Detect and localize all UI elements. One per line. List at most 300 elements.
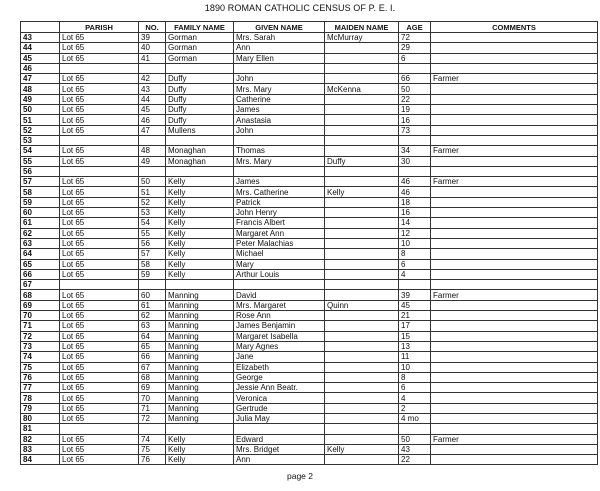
table-row — [21, 94, 598, 104]
cell-age: 8 — [399, 249, 431, 259]
cell-no: 53 — [139, 208, 166, 218]
cell-comments — [431, 238, 598, 248]
cell-age: 39 — [399, 290, 431, 300]
cell-row-number: 82 — [21, 434, 60, 444]
cell-given-name: Rose Ann — [234, 311, 325, 321]
cell-row-number: 47 — [21, 74, 60, 84]
cell-comments — [431, 413, 598, 423]
cell-no — [139, 63, 166, 73]
cell-comments: Farmer — [431, 434, 598, 444]
cell-row-number: 74 — [21, 352, 60, 362]
cell-given-name — [234, 135, 325, 145]
cell-no: 50 — [139, 177, 166, 187]
cell-row-number: 68 — [21, 290, 60, 300]
cell-age: 16 — [399, 115, 431, 125]
table-row — [21, 53, 598, 63]
cell-comments — [431, 331, 598, 341]
cell-no: 67 — [139, 362, 166, 372]
cell-row-number: 58 — [21, 187, 60, 197]
cell-family-name: Kelly — [166, 455, 234, 465]
cell-row-number: 43 — [21, 33, 60, 43]
cell-maiden-name — [325, 166, 399, 176]
cell-parish — [60, 166, 139, 176]
cell-no: 49 — [139, 156, 166, 166]
table-row — [21, 249, 598, 259]
cell-parish: Lot 65 — [60, 33, 139, 43]
cell-no: 52 — [139, 197, 166, 207]
table-row — [21, 146, 598, 156]
cell-comments — [431, 269, 598, 279]
cell-given-name — [234, 424, 325, 434]
cell-parish: Lot 65 — [60, 94, 139, 104]
table-row — [21, 290, 598, 300]
cell-row-number: 59 — [21, 197, 60, 207]
cell-maiden-name — [325, 403, 399, 413]
cell-comments — [431, 63, 598, 73]
cell-comments — [431, 156, 598, 166]
cell-row-number: 63 — [21, 238, 60, 248]
cell-no: 72 — [139, 413, 166, 423]
cell-family-name: Duffy — [166, 115, 234, 125]
cell-family-name: Kelly — [166, 444, 234, 454]
cell-family-name: Manning — [166, 341, 234, 351]
table-row — [21, 228, 598, 238]
cell-family-name: Manning — [166, 290, 234, 300]
cell-family-name: Manning — [166, 372, 234, 382]
cell-age: 73 — [399, 125, 431, 135]
cell-age: 22 — [399, 455, 431, 465]
cell-given-name: Mrs. Margaret — [234, 300, 325, 310]
cell-given-name: Mrs. Mary — [234, 84, 325, 94]
cell-age: 10 — [399, 362, 431, 372]
column-header-family-name: FAMILY NAME — [166, 22, 234, 33]
cell-no: 45 — [139, 105, 166, 115]
cell-no: 74 — [139, 434, 166, 444]
table-row — [21, 33, 598, 43]
cell-row-number: 77 — [21, 383, 60, 393]
cell-maiden-name — [325, 115, 399, 125]
cell-comments — [431, 197, 598, 207]
cell-parish: Lot 65 — [60, 352, 139, 362]
cell-no — [139, 280, 166, 290]
cell-comments — [431, 166, 598, 176]
cell-row-number: 52 — [21, 125, 60, 135]
cell-maiden-name — [325, 362, 399, 372]
cell-given-name: Francis Albert — [234, 218, 325, 228]
cell-no: 59 — [139, 269, 166, 279]
table-row — [21, 341, 598, 351]
cell-no: 54 — [139, 218, 166, 228]
cell-family-name: Kelly — [166, 187, 234, 197]
cell-comments — [431, 455, 598, 465]
cell-no: 39 — [139, 33, 166, 43]
cell-comments — [431, 94, 598, 104]
table-row — [21, 424, 598, 434]
cell-comments — [431, 393, 598, 403]
cell-age: 17 — [399, 321, 431, 331]
cell-comments — [431, 105, 598, 115]
cell-row-number: 54 — [21, 146, 60, 156]
cell-no: 63 — [139, 321, 166, 331]
header-row — [21, 22, 598, 33]
cell-row-number: 65 — [21, 259, 60, 269]
cell-maiden-name — [325, 63, 399, 73]
cell-comments — [431, 135, 598, 145]
cell-given-name: Mary Agnes — [234, 341, 325, 351]
cell-given-name: Mrs. Sarah — [234, 33, 325, 43]
column-header-no: NO. — [139, 22, 166, 33]
cell-maiden-name — [325, 311, 399, 321]
cell-age — [399, 63, 431, 73]
cell-maiden-name — [325, 43, 399, 53]
table-row — [21, 300, 598, 310]
cell-family-name: Kelly — [166, 177, 234, 187]
cell-given-name: Jane — [234, 352, 325, 362]
cell-maiden-name: Quinn — [325, 300, 399, 310]
table-row — [21, 311, 598, 321]
cell-comments — [431, 115, 598, 125]
cell-no: 41 — [139, 53, 166, 63]
table-row — [21, 383, 598, 393]
cell-age: 50 — [399, 84, 431, 94]
cell-age: 4 — [399, 269, 431, 279]
cell-age: 4 — [399, 393, 431, 403]
cell-no: 70 — [139, 393, 166, 403]
cell-given-name: Peter Malachias — [234, 238, 325, 248]
column-header-given-name: GIVEN NAME — [234, 22, 325, 33]
cell-no: 60 — [139, 290, 166, 300]
cell-family-name: Kelly — [166, 208, 234, 218]
cell-parish: Lot 65 — [60, 383, 139, 393]
table-row — [21, 280, 598, 290]
cell-maiden-name — [325, 218, 399, 228]
cell-comments — [431, 280, 598, 290]
cell-comments — [431, 187, 598, 197]
cell-maiden-name: Kelly — [325, 187, 399, 197]
cell-family-name: Manning — [166, 383, 234, 393]
table-row — [21, 43, 598, 53]
cell-age: 34 — [399, 146, 431, 156]
cell-maiden-name — [325, 434, 399, 444]
table-row — [21, 74, 598, 84]
cell-parish — [60, 63, 139, 73]
cell-no: 76 — [139, 455, 166, 465]
cell-row-number: 48 — [21, 84, 60, 94]
table-row — [21, 455, 598, 465]
cell-given-name: Margaret Isabella — [234, 331, 325, 341]
cell-maiden-name: Duffy — [325, 156, 399, 166]
cell-row-number: 53 — [21, 135, 60, 145]
cell-age: 30 — [399, 156, 431, 166]
cell-no: 71 — [139, 403, 166, 413]
cell-age: 12 — [399, 228, 431, 238]
cell-given-name — [234, 280, 325, 290]
cell-family-name: Kelly — [166, 269, 234, 279]
cell-age: 46 — [399, 187, 431, 197]
cell-parish: Lot 65 — [60, 311, 139, 321]
cell-parish: Lot 65 — [60, 197, 139, 207]
cell-given-name: Julia May — [234, 413, 325, 423]
cell-family-name: Monaghan — [166, 146, 234, 156]
cell-family-name: Manning — [166, 393, 234, 403]
table-row — [21, 166, 598, 176]
cell-family-name — [166, 424, 234, 434]
cell-parish: Lot 65 — [60, 238, 139, 248]
cell-no — [139, 135, 166, 145]
cell-age: 29 — [399, 43, 431, 53]
cell-row-number: 67 — [21, 280, 60, 290]
cell-given-name: Mary Ellen — [234, 53, 325, 63]
cell-maiden-name — [325, 135, 399, 145]
cell-maiden-name — [325, 177, 399, 187]
cell-comments — [431, 125, 598, 135]
cell-parish: Lot 65 — [60, 156, 139, 166]
cell-row-number: 45 — [21, 53, 60, 63]
cell-maiden-name — [325, 94, 399, 104]
cell-maiden-name — [325, 228, 399, 238]
table-row — [21, 125, 598, 135]
cell-no: 58 — [139, 259, 166, 269]
cell-parish: Lot 65 — [60, 393, 139, 403]
cell-row-number: 57 — [21, 177, 60, 187]
cell-maiden-name — [325, 372, 399, 382]
cell-given-name: Thomas — [234, 146, 325, 156]
cell-no: 43 — [139, 84, 166, 94]
cell-given-name: James — [234, 177, 325, 187]
cell-age: 10 — [399, 238, 431, 248]
cell-row-number: 79 — [21, 403, 60, 413]
cell-age: 14 — [399, 218, 431, 228]
cell-no: 65 — [139, 341, 166, 351]
cell-parish: Lot 65 — [60, 218, 139, 228]
table-row — [21, 352, 598, 362]
cell-no — [139, 424, 166, 434]
cell-parish: Lot 65 — [60, 269, 139, 279]
cell-age: 21 — [399, 311, 431, 321]
cell-maiden-name — [325, 393, 399, 403]
table-row — [21, 115, 598, 125]
cell-family-name: Kelly — [166, 249, 234, 259]
cell-row-number: 76 — [21, 372, 60, 382]
cell-no: 48 — [139, 146, 166, 156]
cell-given-name: Edward — [234, 434, 325, 444]
column-header-age: AGE — [399, 22, 431, 33]
cell-family-name: Duffy — [166, 84, 234, 94]
cell-parish: Lot 65 — [60, 413, 139, 423]
cell-maiden-name — [325, 413, 399, 423]
cell-age: 6 — [399, 53, 431, 63]
cell-parish: Lot 65 — [60, 259, 139, 269]
cell-no: 46 — [139, 115, 166, 125]
cell-family-name — [166, 135, 234, 145]
cell-parish — [60, 280, 139, 290]
cell-parish: Lot 65 — [60, 290, 139, 300]
cell-parish: Lot 65 — [60, 455, 139, 465]
cell-maiden-name — [325, 125, 399, 135]
cell-given-name: Mrs. Catherine — [234, 187, 325, 197]
cell-comments — [431, 372, 598, 382]
cell-age: 8 — [399, 372, 431, 382]
table-row — [21, 331, 598, 341]
cell-no: 57 — [139, 249, 166, 259]
cell-parish: Lot 65 — [60, 362, 139, 372]
cell-parish: Lot 65 — [60, 115, 139, 125]
cell-parish: Lot 65 — [60, 434, 139, 444]
cell-parish: Lot 65 — [60, 105, 139, 115]
cell-no — [139, 166, 166, 176]
cell-comments — [431, 362, 598, 372]
cell-family-name: Kelly — [166, 228, 234, 238]
cell-family-name: Kelly — [166, 434, 234, 444]
cell-row-number: 60 — [21, 208, 60, 218]
cell-age: 46 — [399, 177, 431, 187]
cell-given-name: Margaret Ann — [234, 228, 325, 238]
cell-comments — [431, 208, 598, 218]
cell-given-name: Ann — [234, 455, 325, 465]
cell-comments — [431, 311, 598, 321]
cell-parish: Lot 65 — [60, 331, 139, 341]
cell-row-number: 55 — [21, 156, 60, 166]
cell-given-name: Jessie Ann Beatr. — [234, 383, 325, 393]
cell-maiden-name: McMurray — [325, 33, 399, 43]
cell-no: 68 — [139, 372, 166, 382]
cell-age — [399, 135, 431, 145]
cell-age: 18 — [399, 197, 431, 207]
cell-given-name: Gertrude — [234, 403, 325, 413]
cell-comments — [431, 33, 598, 43]
table-row — [21, 177, 598, 187]
cell-comments — [431, 259, 598, 269]
cell-comments: Farmer — [431, 146, 598, 156]
cell-comments — [431, 300, 598, 310]
cell-parish: Lot 65 — [60, 341, 139, 351]
cell-age: 6 — [399, 383, 431, 393]
table-row — [21, 269, 598, 279]
cell-row-number: 84 — [21, 455, 60, 465]
cell-given-name: David — [234, 290, 325, 300]
cell-given-name — [234, 166, 325, 176]
cell-family-name: Duffy — [166, 105, 234, 115]
cell-no: 66 — [139, 352, 166, 362]
cell-row-number: 81 — [21, 424, 60, 434]
cell-family-name: Mullens — [166, 125, 234, 135]
cell-row-number: 71 — [21, 321, 60, 331]
cell-family-name: Kelly — [166, 197, 234, 207]
cell-comments — [431, 403, 598, 413]
cell-parish: Lot 65 — [60, 74, 139, 84]
cell-family-name: Gorman — [166, 43, 234, 53]
cell-family-name: Manning — [166, 331, 234, 341]
cell-age: 45 — [399, 300, 431, 310]
cell-row-number: 56 — [21, 166, 60, 176]
table-row — [21, 434, 598, 444]
cell-row-number: 80 — [21, 413, 60, 423]
cell-parish: Lot 65 — [60, 125, 139, 135]
cell-parish — [60, 424, 139, 434]
cell-family-name: Manning — [166, 300, 234, 310]
table-body — [21, 33, 598, 465]
cell-no: 69 — [139, 383, 166, 393]
cell-comments — [431, 228, 598, 238]
cell-row-number: 78 — [21, 393, 60, 403]
cell-no: 61 — [139, 300, 166, 310]
cell-row-number: 51 — [21, 115, 60, 125]
cell-given-name: Mary — [234, 259, 325, 269]
cell-no: 40 — [139, 43, 166, 53]
cell-age: 6 — [399, 259, 431, 269]
cell-maiden-name — [325, 249, 399, 259]
cell-row-number: 73 — [21, 341, 60, 351]
cell-parish: Lot 65 — [60, 321, 139, 331]
cell-maiden-name — [325, 331, 399, 341]
table-row — [21, 84, 598, 94]
table-row — [21, 135, 598, 145]
cell-age: 16 — [399, 208, 431, 218]
cell-comments — [431, 444, 598, 454]
cell-family-name: Manning — [166, 403, 234, 413]
cell-family-name — [166, 280, 234, 290]
cell-family-name — [166, 63, 234, 73]
table-row — [21, 187, 598, 197]
cell-no: 56 — [139, 238, 166, 248]
cell-row-number: 46 — [21, 63, 60, 73]
cell-row-number: 64 — [21, 249, 60, 259]
cell-comments — [431, 383, 598, 393]
cell-age: 15 — [399, 331, 431, 341]
column-header-comments: COMMENTS — [431, 22, 598, 33]
cell-age: 72 — [399, 33, 431, 43]
table-row — [21, 63, 598, 73]
cell-row-number: 66 — [21, 269, 60, 279]
cell-maiden-name — [325, 53, 399, 63]
cell-family-name: Duffy — [166, 74, 234, 84]
cell-parish: Lot 65 — [60, 177, 139, 187]
cell-maiden-name — [325, 208, 399, 218]
cell-maiden-name — [325, 259, 399, 269]
cell-age: 19 — [399, 105, 431, 115]
page-number: page 2 — [287, 471, 313, 481]
cell-parish: Lot 65 — [60, 372, 139, 382]
cell-age — [399, 280, 431, 290]
cell-given-name: Patrick — [234, 197, 325, 207]
cell-age: 13 — [399, 341, 431, 351]
cell-row-number: 49 — [21, 94, 60, 104]
cell-parish: Lot 65 — [60, 187, 139, 197]
column-header-maiden-name: MAIDEN NAME — [325, 22, 399, 33]
cell-family-name: Duffy — [166, 94, 234, 104]
cell-age: 11 — [399, 352, 431, 362]
cell-comments — [431, 84, 598, 94]
cell-comments — [431, 249, 598, 259]
cell-no: 62 — [139, 311, 166, 321]
cell-parish: Lot 65 — [60, 84, 139, 94]
cell-no: 51 — [139, 187, 166, 197]
cell-given-name: James Benjamin — [234, 321, 325, 331]
cell-comments: Farmer — [431, 290, 598, 300]
cell-maiden-name — [325, 197, 399, 207]
cell-parish: Lot 65 — [60, 249, 139, 259]
document-title: 1890 ROMAN CATHOLIC CENSUS OF P. E. I. — [204, 3, 396, 13]
table-row — [21, 238, 598, 248]
cell-family-name: Kelly — [166, 218, 234, 228]
cell-comments — [431, 321, 598, 331]
table-row — [21, 208, 598, 218]
table-row — [21, 362, 598, 372]
cell-family-name: Kelly — [166, 238, 234, 248]
cell-comments — [431, 218, 598, 228]
cell-row-number: 61 — [21, 218, 60, 228]
cell-maiden-name — [325, 74, 399, 84]
